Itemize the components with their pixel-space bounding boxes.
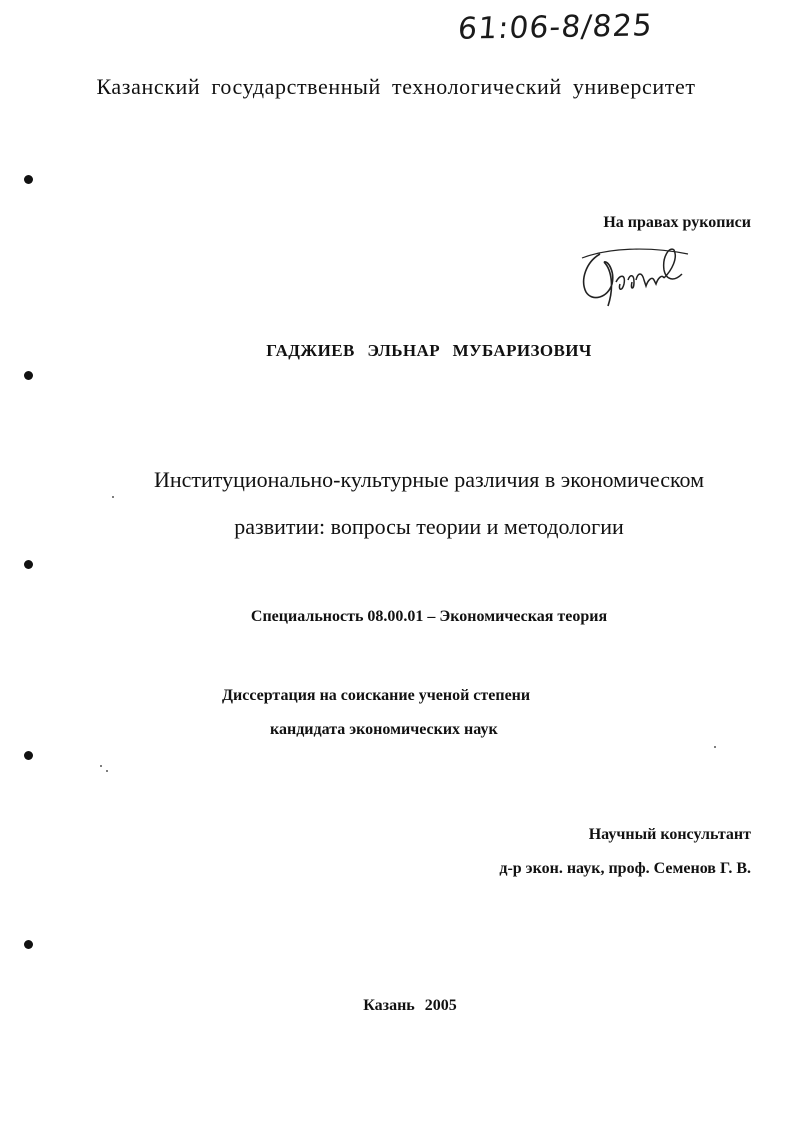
city-year: Казань 2005 [363,997,457,1014]
specialty: Специальность 08.00.01 – Экономическая теория [250,608,608,625]
dissertation-title-line-2: развитии: вопросы теории и методологии [234,514,624,539]
author-signature [578,240,690,312]
punch-hole-mark [24,371,33,380]
consultant-label: Научный консультант [588,826,751,843]
manuscript-note: На правах рукописи [603,214,751,231]
punch-hole-mark [24,175,33,184]
university-name: Казанский государственный технологический университет [96,74,696,99]
scan-speck [714,746,716,748]
archive-number: 61:06-8/825 [456,8,655,47]
punch-hole-mark [24,560,33,569]
scan-speck [100,765,102,767]
author-name: ГАДЖИЕВ ЭЛЬНАР МУБАРИЗОВИЧ [266,341,592,360]
scan-speck [112,496,114,498]
punch-hole-mark [24,940,33,949]
degree-line-1: Диссертация на соискание ученой степени [222,687,531,704]
degree-line-2: кандидата экономических наук [270,721,498,738]
consultant-name: д-р экон. наук, проф. Семенов Г. В. [499,860,751,877]
scan-speck [106,770,108,772]
punch-hole-mark [24,751,33,760]
dissertation-title-line-1: Институционально-культурные различия в экономическом [153,467,705,492]
